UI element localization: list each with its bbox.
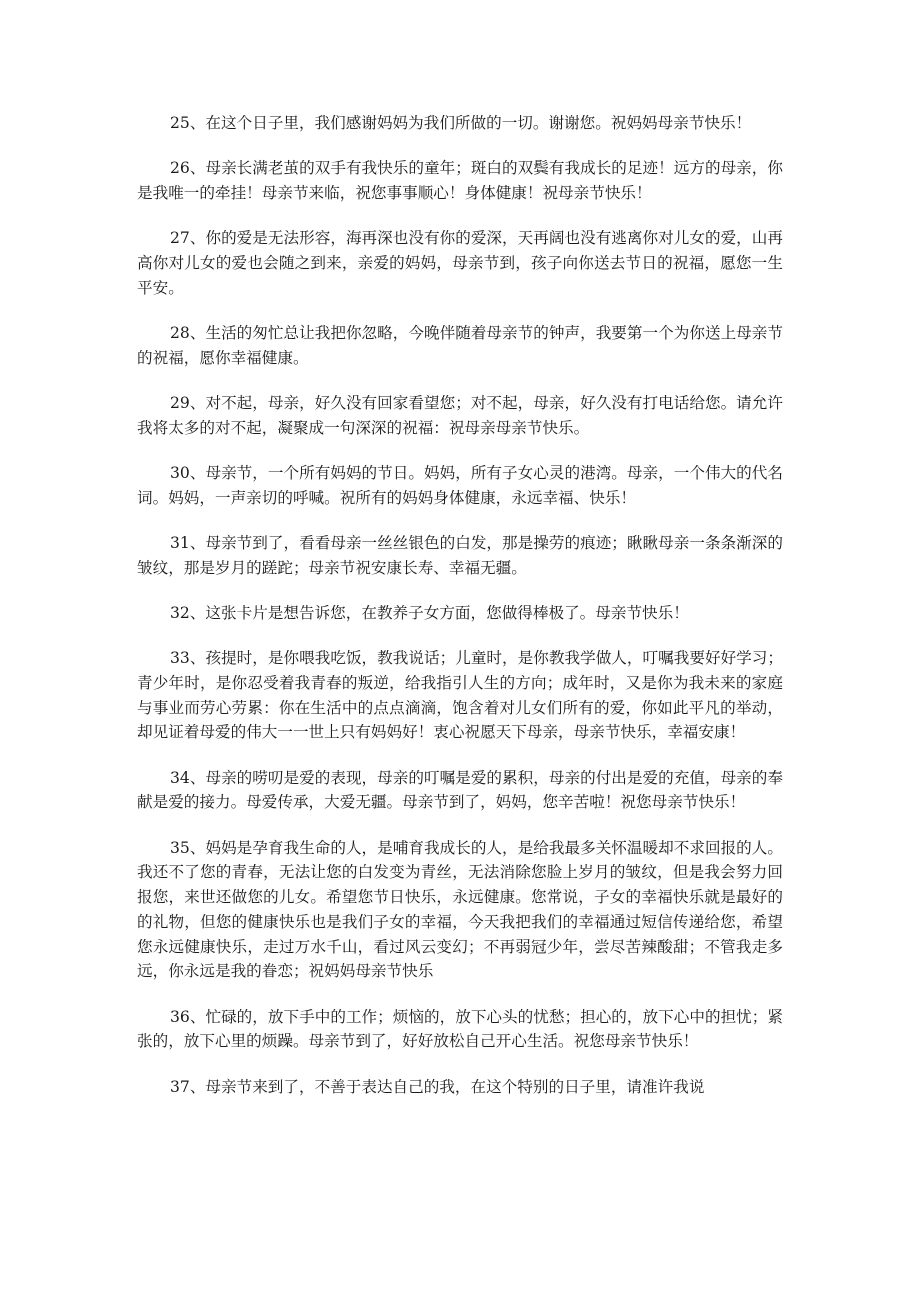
paragraph-34: 34、母亲的唠叨是爱的表现，母亲的叮嘱是爱的累积，母亲的付出是爱的充值，母亲的奉献是爱的接力。母爱传承，大爱无疆。母亲节到了，妈妈，您辛苦啦！祝您母亲节快乐！ [137,768,783,812]
paragraph-32: 32、这张卡片是想告诉您，在教养子女方面，您做得棒极了。母亲节快乐！ [170,604,689,622]
paragraph-30: 30、母亲节，一个所有妈妈的节日。妈妈，所有子女心灵的港湾。母亲，一个伟大的代名词。妈妈，一声亲切的呼喊。祝所有的妈妈身体健康，永远幸福、快乐！ [137,464,783,507]
paragraph-36: 36、忙碌的，放下手中的工作；烦恼的，放下心头的忧愁；担心的，放下心中的担忧；紧张的，放下心里的烦躁。母亲节到了，好好放松自己开心生活。祝您母亲节快乐！ [137,1007,783,1051]
paragraph-31: 31、母亲节到了，看看母亲一丝丝银色的白发，那是操劳的痕迹；瞅瞅母亲一条条渐深的皱纹，那是岁月的蹉跎；母亲节祝安康长寿、幸福无疆。 [137,534,783,577]
paragraph-26: 26、母亲长满老茧的双手有我快乐的童年；斑白的双鬓有我成长的足迹！远方的母亲，你是我唯一的牵挂！母亲节来临，祝您事事顺心！身体健康！祝母亲节快乐！ [137,159,783,202]
paragraph-33: 33、孩提时，是你喂我吃饭，教我说话；儿童时，是你教我学做人，叮嘱我要好好学习；青少年时，是你忍受着我青春的叛逆，给我指引人生的方向；成年时，又是你为我未来的家庭与事业而劳心劳累：你在生活中的点点滴滴，饱含着对儿女们所有的爱，你如此平凡的举动，却见证着母爱的伟大一一世上只有妈妈好！衷心祝愿天下母亲，母亲节快乐，幸福安康！ [137,649,783,742]
paragraph-35: 35、妈妈是孕育我生命的人，是哺育我成长的人，是给我最多关怀温暖却不求回报的人。我还不了您的青春，无法让您的白发变为青丝，无法消除您脸上岁月的皱纹，但是我会努力回报您，来世还做您的儿女。希望您节日快乐，永远健康。您常说，子女的幸福快乐就是最好的的礼物，但您的健康快乐也是我们子女的幸福，今天我把我们的幸福通过短信传递给您，希望您永远健康快乐，走过万水千山，看过风云变幻；不再弱冠少年，尝尽苦辣酸甜；不管我走多远，你永远是我的眷恋；祝妈妈母亲节快乐 [137,838,783,981]
paragraph-27: 27、你的爱是无法形容，海再深也没有你的爱深，天再阔也没有逃离你对儿女的爱，山再高你对儿女的爱也会随之到来，亲爱的妈妈，母亲节到，孩子向你送去节日的祝福，愿您一生平安。 [137,229,783,297]
document-body [137,111,783,1120]
paragraph-29: 29、对不起，母亲，好久没有回家看望您；对不起，母亲，好久没有打电话给您。请允许我将太多的对不起，凝聚成一句深深的祝福：祝母亲母亲节快乐。 [137,394,783,437]
paragraph-37: 37、母亲节来到了，不善于表达自己的我，在这个特别的日子里，请准许我说 [170,1077,705,1096]
paragraph-25: 25、在这个日子里，我们感谢妈妈为我们所做的一切。谢谢您。祝妈妈母亲节快乐！ [170,114,752,132]
paragraph-28: 28、生活的匆忙总让我把你忽略，今晚伴随着母亲节的钟声，我要第一个为你送上母亲节的祝福，愿你幸福健康。 [137,324,783,367]
